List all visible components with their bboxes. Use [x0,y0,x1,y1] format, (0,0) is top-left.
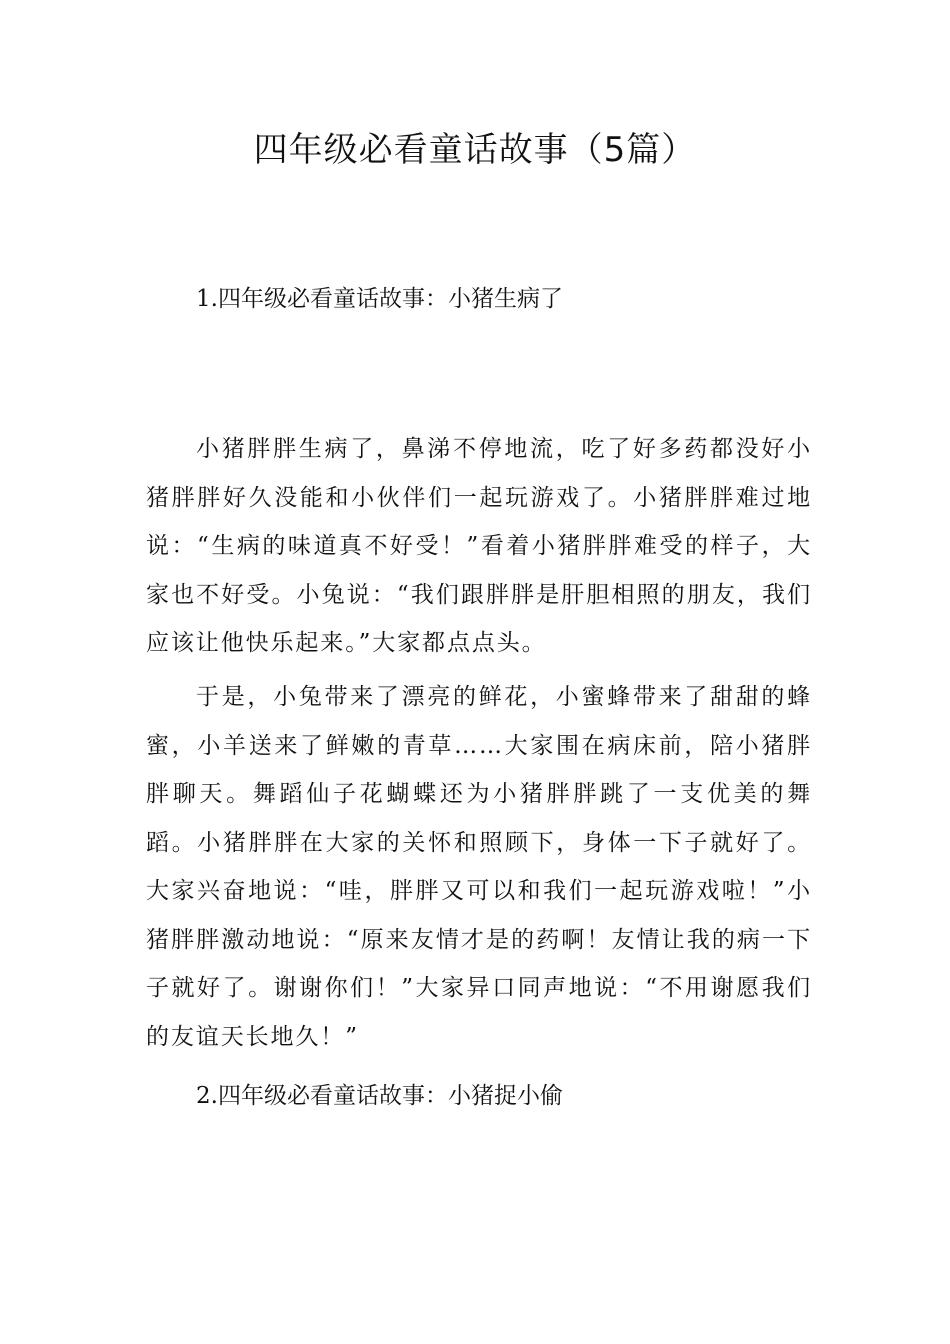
section-heading-1: 1.四年级必看童话故事：小猪生病了 [196,286,563,312]
section-heading-2: 2.四年级必看童话故事：小猪捉小偷 [196,1083,563,1109]
story-paragraph-1: 小猪胖胖生病了，鼻涕不停地流，吃了好多药都没好小猪胖胖好久没能和小伙伴们一起玩游戏了。小猪胖胖难过地说：“生病的味道真不好受！”看着小猪胖胖难受的样子，大家也不好受。小兔说：“我们跟胖胖是肝胆相照的朋友，我们应该让他快乐起来。”大家都点点头。 [146,436,812,656]
story-paragraph-2: 于是，小兔带来了漂亮的鲜花，小蜜蜂带来了甜甜的蜂蜜，小羊送来了鲜嫩的青草……大家围在病床前，陪小猪胖胖聊天。舞蹈仙子花蝴蝶还为小猪胖胖跳了一支优美的舞蹈。小猪胖胖在大家的关怀和照顾下，身体一下子就好了。大家兴奋地说：“哇，胖胖又可以和我们一起玩游戏啦！”小猪胖胖激动地说：“原来友情才是的药啊！友情让我的病一下子就好了。谢谢你们！”大家异口同声地说：“不用谢愿我们的友谊天长地久！” [146,684,812,1050]
document-title: 四年级必看童话故事（5篇） [253,130,697,170]
